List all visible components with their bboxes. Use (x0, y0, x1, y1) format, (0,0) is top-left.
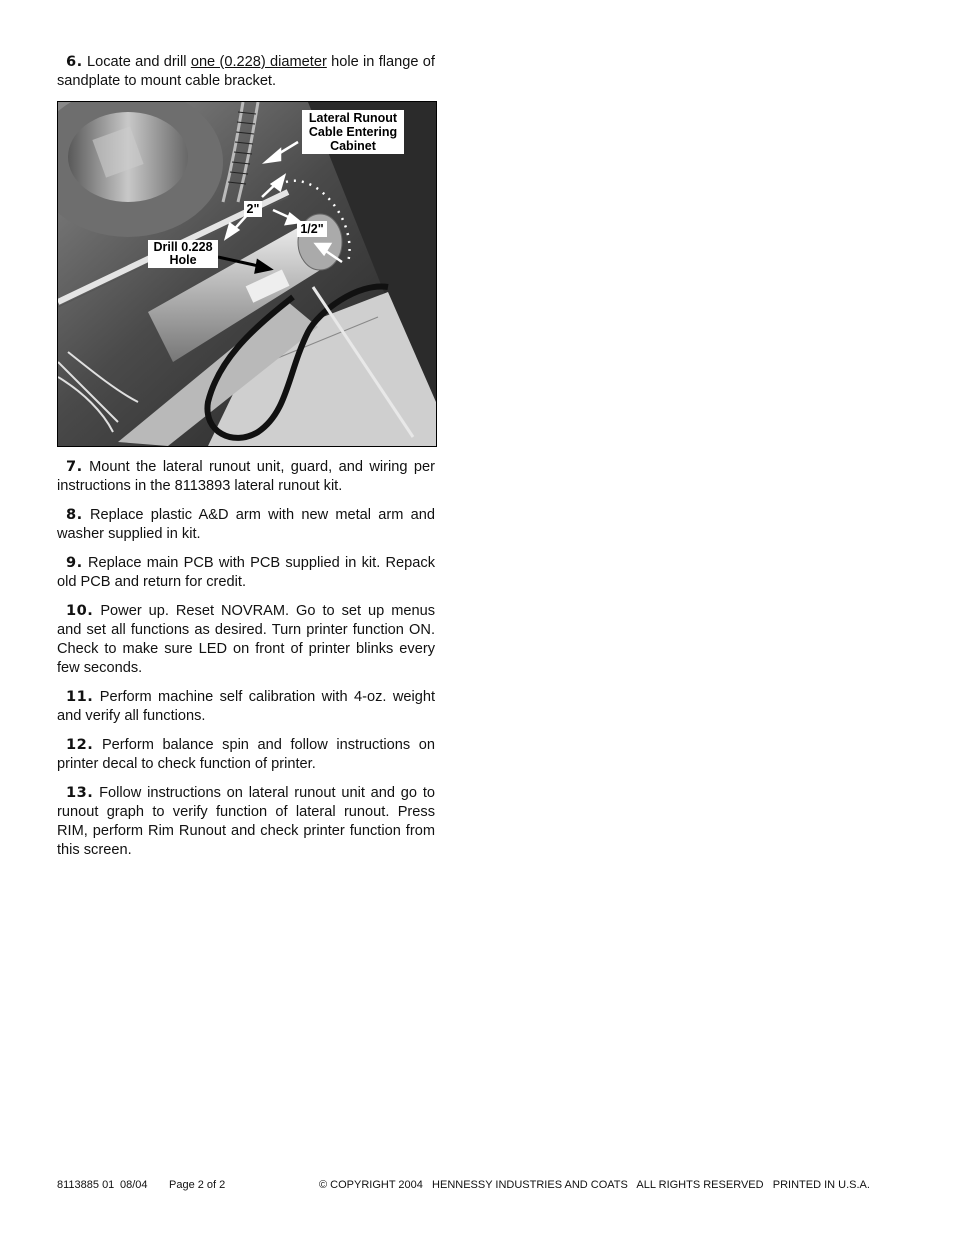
step-text-underlined: one (0.228) diameter (190, 54, 327, 70)
step-item (57, 735, 435, 774)
callout-cable-entering: Lateral Runout Cable Entering Cabinet (302, 110, 404, 154)
step-number: 6. (66, 53, 83, 70)
step-number: 8. (66, 506, 83, 523)
step-item (57, 553, 435, 592)
step-text: Mount the lateral runout unit, guard, and wiring per instructions in the 8113893 lateral runout kit. (57, 459, 435, 494)
footer-page: Page 2 of 2 (169, 1179, 226, 1191)
step-list (57, 457, 435, 860)
callout-drill-hole: Drill 0.228 Hole (148, 240, 218, 268)
step-text-post: hole in flange of sandplate to mount cable bracket. (57, 54, 435, 89)
step-text: Power up. Reset NOVRAM. Go to set up menus and set all functions as desired. Turn printer function ON. Check to make sure LED on front of printer blinks every few seconds. (57, 603, 436, 676)
step-text-pre: Locate and drill (87, 54, 187, 70)
step-number: 13. (66, 784, 94, 801)
step-text: Replace plastic A&D arm with new metal arm and washer supplied in kit. (57, 507, 435, 542)
step-item (57, 505, 435, 544)
installation-photo (57, 101, 437, 447)
step-item (57, 687, 435, 726)
step-item (57, 783, 435, 860)
footer-date: 08/04 (120, 1179, 148, 1191)
step-text: Perform balance spin and follow instructions on printer decal to check function of printer. (57, 737, 435, 772)
step-number: 9. (66, 554, 83, 571)
callout-2-inch: 2" (244, 201, 262, 217)
content-column (57, 52, 435, 869)
step-number: 11. (66, 688, 94, 705)
step-number: 12. (66, 736, 94, 753)
step-item (57, 457, 435, 496)
step-text: Perform machine self calibration with 4-oz. weight and verify all functions. (57, 689, 435, 724)
callout-half-inch: 1/2" (297, 221, 327, 237)
footer-copyright: © COPYRIGHT 2004 HENNESSY INDUSTRIES AND COATS ALL RIGHTS RESERVED PRINTED IN U.S.A. (319, 1179, 870, 1191)
step-number: 7. (66, 458, 83, 475)
step-text: Follow instructions on lateral runout unit and go to runout graph to verify function of lateral runout. Press RIM, perform Rim Runout and check printer function from this screen. (57, 785, 435, 858)
step-text: Replace main PCB with PCB supplied in kit. Repack old PCB and return for credit. (57, 555, 435, 590)
footer-doc-number: 8113885 01 (57, 1179, 115, 1191)
step-item (57, 601, 435, 678)
step-number: 10. (66, 602, 94, 619)
step-6 (57, 52, 435, 91)
